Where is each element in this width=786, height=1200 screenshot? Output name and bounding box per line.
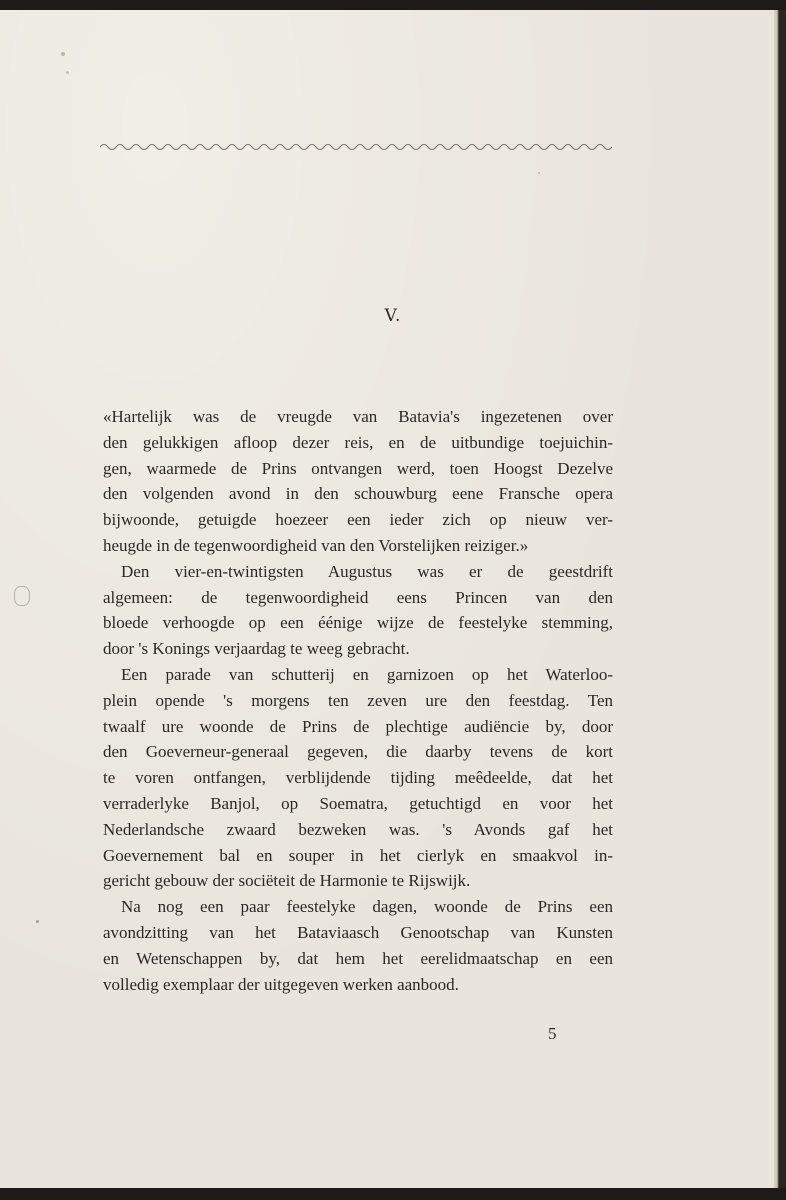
text-line: Den vier-en-twintigsten Augustus was er de geestdrift [121,561,613,581]
text-line: Een parade van schutterij en garnizoen op het Waterloo- [121,664,613,684]
text-line: algemeen: de tegenwoordigheid eens Princen van den [103,587,613,607]
text-line: bloede verhoogde op een éénige wijze de feestelyke stemming, [103,613,613,633]
paper-stain [14,586,30,606]
ornamental-rule [100,140,612,154]
text-line: den gelukkigen afloop dezer reis, en de uitbundige toejuichin- [103,432,613,452]
paragraph [103,662,613,894]
text-line: volledig exemplaar der uitgegeven werken aanbood. [103,974,459,994]
text-line: «Hartelijk was de vreugde van Batavia's ingezetenen over [103,407,613,426]
paper-speck [538,172,540,174]
text-line: plein opende 's morgens ten zeven ure den feestdag. Ten [103,690,613,710]
page-number: 5 [548,1024,557,1043]
text-line: en Wetenschappen by, dat hem het eerelidmaatschap en een [103,948,613,968]
text-line: den volgenden avond in den schouwburg eene Fransche opera [103,484,613,504]
paragraph [103,894,613,997]
text-line: avondzitting van het Bataviaasch Genootschap van Kunsten [103,922,613,942]
text-line: gericht gebouw der sociëteit de Harmonie te Rijswijk. [103,871,471,891]
text-line: Nederlandsche zwaard bezweken was. 's Avonds gaf het [103,819,613,839]
text-line: gen, waarmede de Prins ontvangen werd, toen Hoogst Dezelve [103,458,613,478]
page-edge [774,10,786,1188]
chapter-heading: V. [384,306,402,326]
text-line: Goevernement bal en souper in het cierlyk en smaakvol in- [103,845,613,865]
text-line: door 's Konings verjaardag te weeg gebracht. [103,639,410,659]
paper-speck [61,52,65,56]
text-line: den Goeverneur-generaal gegeven, die daarby tevens de kort [103,742,613,762]
text-line: te voren ontfangen, verblijdende tijding meêdeelde, dat het [103,768,613,788]
paper-speck [36,920,39,923]
paragraph [103,404,613,559]
text-line: twaalf ure woonde de Prins de plechtige audiëncie by, door [103,716,613,736]
paper-speck [66,71,69,74]
text-line: bijwoonde, getuigde hoezeer een ieder zich op nieuw ver- [103,510,613,530]
body-text [103,404,613,997]
text-line: Na nog een paar feestelyke dagen, woonde de Prins een [121,897,613,917]
text-line: heugde in de tegenwoordigheid van den Vorstelijken reiziger.» [103,535,529,555]
text-line: verraderlyke Banjol, op Soematra, getuchtigd en voor het [103,793,613,813]
paragraph [103,559,613,662]
